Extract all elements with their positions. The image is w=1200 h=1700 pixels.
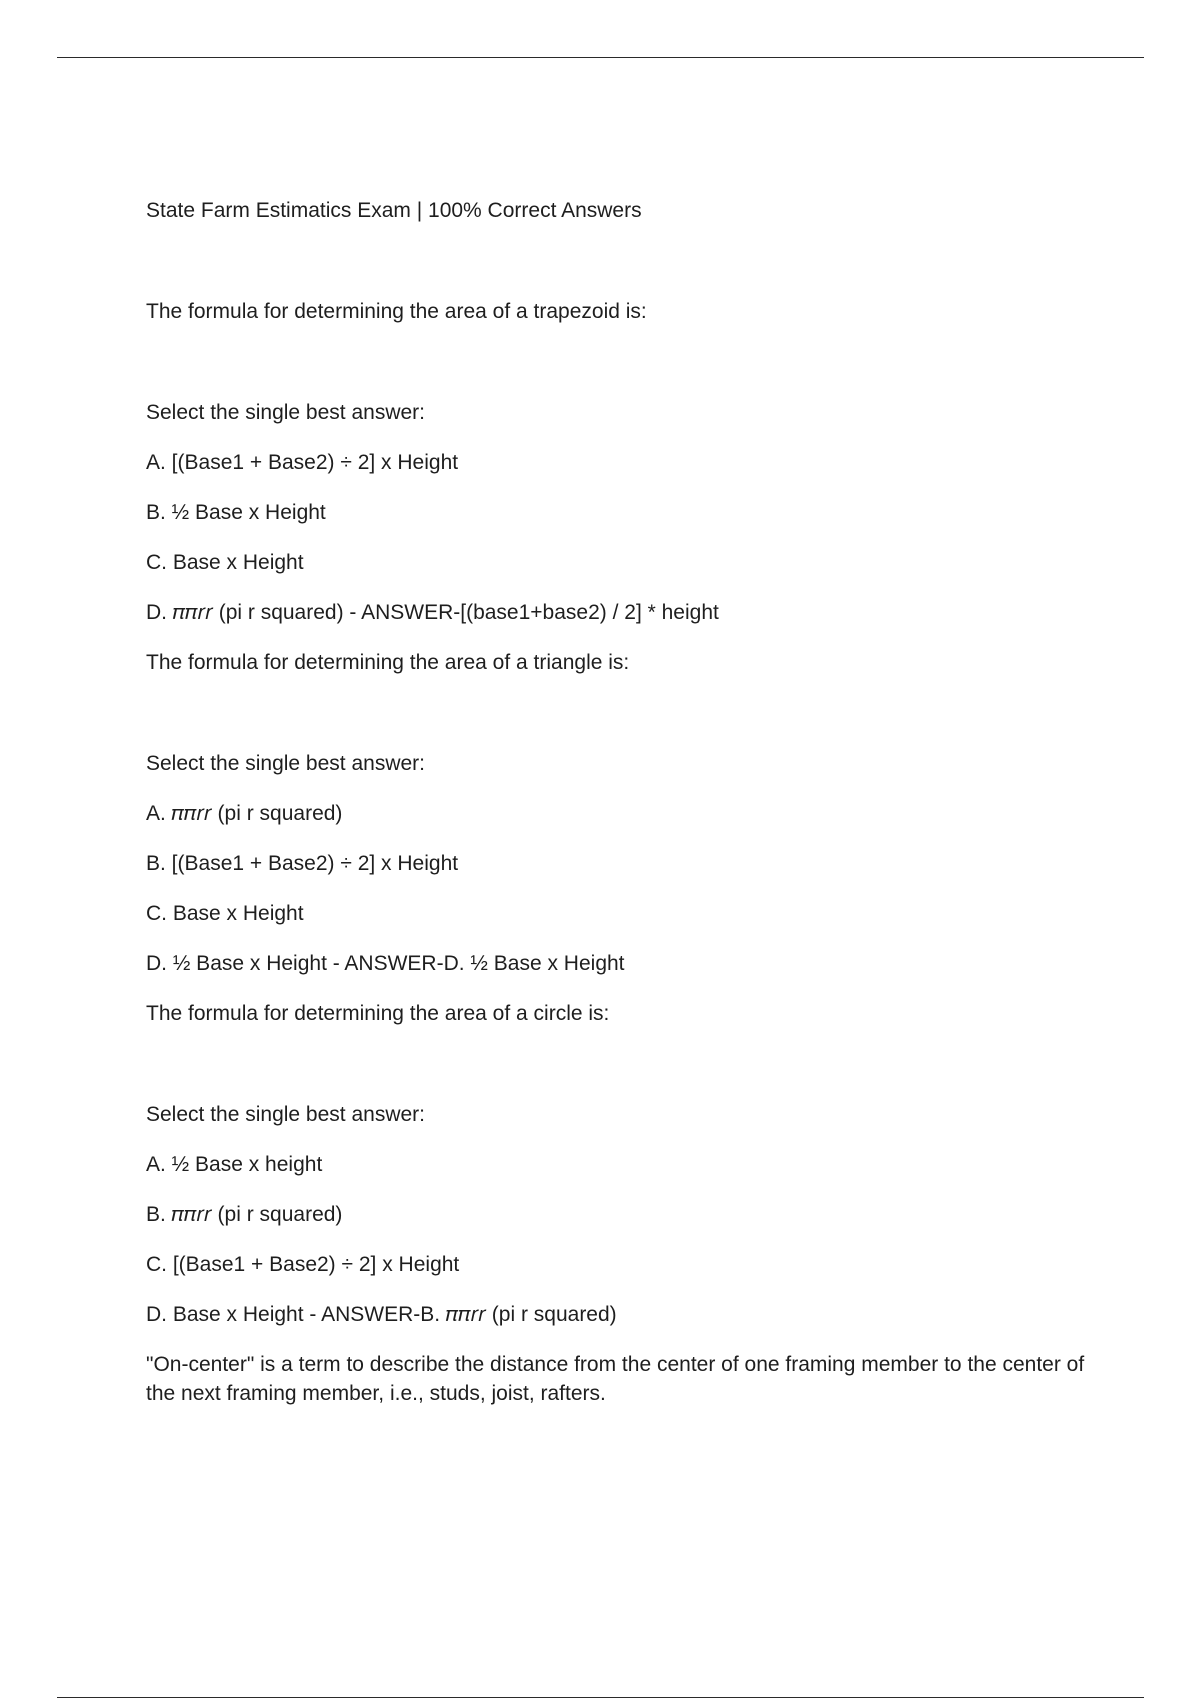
document-body bbox=[146, 196, 1091, 1429]
question-prompt: The formula for determining the area of a triangle is: bbox=[146, 651, 630, 674]
answer-option: A. [(Base1 + Base2) ÷ 2] x Height bbox=[146, 451, 459, 474]
document-title: State Farm Estimatics Exam | 100% Correct Answers bbox=[146, 199, 642, 222]
answer-option: B. [(Base1 + Base2) ÷ 2] x Height bbox=[146, 852, 459, 875]
answer-option: C. [(Base1 + Base2) ÷ 2] x Height bbox=[146, 1253, 460, 1276]
closing-paragraph: "On-center" is a term to describe the distance from the center of one framing member to the center of the next framing member, i.e., studs, joist, rafters. bbox=[146, 1353, 1091, 1405]
answer-option: A. ½ Base x height bbox=[146, 1153, 323, 1176]
answer-option: C. Base x Height bbox=[146, 551, 304, 574]
answer-option: A. 𝜋𝜋𝑟𝑟 (pi r squared) bbox=[146, 802, 343, 825]
answer-option-with-answer: D. 𝜋𝜋𝑟𝑟 (pi r squared) - ANSWER-[(base1+base2) / 2] * height bbox=[146, 601, 719, 624]
answer-option: B. ½ Base x Height bbox=[146, 501, 326, 524]
question-2 bbox=[146, 648, 1086, 978]
question-3 bbox=[146, 999, 1086, 1329]
answer-option: C. Base x Height bbox=[146, 902, 304, 925]
answer-option-with-answer: D. ½ Base x Height - ANSWER-D. ½ Base x Height bbox=[146, 952, 625, 975]
footer-rule bbox=[57, 1697, 1144, 1698]
question-1 bbox=[146, 297, 1086, 627]
answer-option: B. 𝜋𝜋𝑟𝑟 (pi r squared) bbox=[146, 1203, 343, 1226]
question-instruction: Select the single best answer: bbox=[146, 401, 425, 424]
question-prompt: The formula for determining the area of a trapezoid is: bbox=[146, 300, 647, 323]
question-prompt: The formula for determining the area of a circle is: bbox=[146, 1002, 610, 1025]
answer-option-with-answer: D. Base x Height - ANSWER-B. 𝜋𝜋𝑟𝑟 (pi r squared) bbox=[146, 1303, 617, 1326]
question-instruction: Select the single best answer: bbox=[146, 1103, 425, 1126]
header-rule bbox=[57, 57, 1144, 58]
question-instruction: Select the single best answer: bbox=[146, 752, 425, 775]
